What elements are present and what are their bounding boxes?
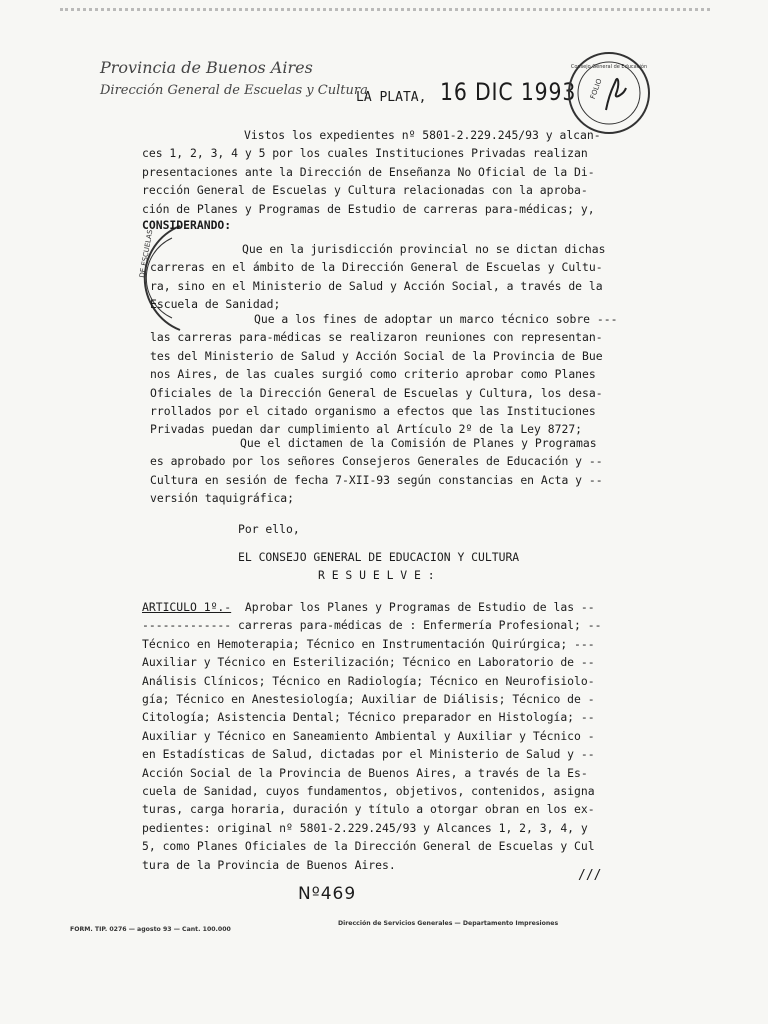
- por-ello-line: Por ello,: [238, 522, 300, 536]
- vistos-line: presentaciones ante la Dirección de Enseñanza No Oficial de la Di-: [142, 164, 595, 179]
- place-label: LA PLATA,: [356, 90, 427, 105]
- considerando-1-paragraph: [150, 240, 616, 314]
- resuelve-heading: R E S U E L V E :: [318, 568, 435, 582]
- council-name: EL CONSEJO GENERAL DE EDUCACION Y CULTURA: [238, 550, 520, 564]
- printer-footer: Dirección de Servicios Generales — Departamento Impresiones: [338, 920, 559, 927]
- date-stamp: 16 DIC 1993: [440, 78, 577, 106]
- considerando-line: Que en la jurisdicción provincial no se dictan dichas: [242, 242, 606, 256]
- seal-right-signature: [606, 79, 626, 110]
- articulo-line: turas, carga horaria, duración y título a otorgar obran en los ex-: [142, 802, 595, 817]
- vistos-line: rección General de Escuelas y Cultura relacionadas con la aproba-: [142, 183, 588, 198]
- seal-right-folio-text: FOLIO: [588, 77, 604, 101]
- considerando-line: rrollados por el citado organismo a efectos que las Instituciones: [150, 404, 596, 419]
- letterhead-direction: Dirección General de Escuelas y Cultura: [100, 83, 368, 98]
- articulo-line: 5, como Planes Oficiales de la Dirección General de Escuelas y Cul: [142, 839, 595, 854]
- articulo-line: Acción Social de la Provincia de Buenos Aires, a través de la Es-: [142, 765, 588, 780]
- form-footer: FORM. TIP. 0276 — agosto 93 — Cant. 100.000: [70, 926, 231, 933]
- considerando-line: las carreras para-médicas se realizaron reuniones con representan-: [150, 330, 603, 345]
- articulo-line: Citología; Asistencia Dental; Técnico preparador en Histología; --: [142, 710, 595, 725]
- vistos-line: ción de Planes y Programas de Estudio de carreras para-médicas; y,: [142, 201, 595, 216]
- letterhead: [100, 58, 368, 98]
- considerando-line: versión taquigráfica;: [150, 491, 295, 506]
- considerando-line: ra, sino en el Ministerio de Salud y Acción Social, a través de la: [150, 278, 603, 293]
- articulo-line: Análisis Clínicos; Técnico en Radiología; Técnico en Neurofisiolo-: [142, 673, 595, 688]
- considerando-line: Cultura en sesión de fecha 7-XII-93 según constancias en Acta y --: [150, 472, 603, 487]
- vistos-line: Vistos los expedientes nº 5801-2.229.245/93 y alcan-: [244, 128, 601, 142]
- considerando-line: nos Aires, de las cuales surgió como criterio aprobar como Planes: [150, 367, 596, 382]
- considerando-2-paragraph: [150, 310, 616, 439]
- articulo-line: en Estadísticas de Salud, dictadas por el Ministerio de Salud y --: [142, 747, 595, 762]
- seal-left-text: DE ESCUELAS: [138, 229, 155, 279]
- page-top-edge: [60, 8, 710, 31]
- considerando-3-paragraph: [150, 434, 616, 508]
- considerando-line: Oficiales de la Dirección General de Escuelas y Cultura, los desa-: [150, 385, 603, 400]
- document-number: Nº469: [298, 884, 357, 904]
- vistos-paragraph: [142, 126, 608, 218]
- articulo-line: pedientes: original nº 5801-2.229.245/93 y Alcances 1, 2, 3, 4, y: [142, 820, 588, 835]
- considerando-line: tes del Ministerio de Salud y Acción Social de la Provincia de Bue: [150, 348, 603, 363]
- considerando-line: carreras en el ámbito de la Dirección General de Escuelas y Cultu-: [150, 260, 603, 275]
- continuation-marks: ///: [578, 868, 602, 883]
- articulo-line: gía; Técnico en Anestesiología; Auxiliar de Diálisis; Técnico de -: [142, 692, 595, 707]
- articulo-line: ------------- carreras para-médicas de : Enfermería Profesional; --: [142, 618, 602, 633]
- articulo-1-label: ARTICULO 1º.-: [142, 600, 232, 614]
- articulo-line: tura de la Provincia de Buenos Aires.: [142, 857, 396, 872]
- articulo-line: Auxiliar y Técnico en Esterilización; Técnico en Laboratorio de --: [142, 655, 595, 670]
- considerando-line: Que el dictamen de la Comisión de Planes y Programas: [240, 436, 597, 450]
- considerando-line: es aprobado por los señores Consejeros Generales de Educación y --: [150, 454, 603, 469]
- considerando-heading: CONSIDERANDO:: [142, 218, 232, 232]
- articulo-1-paragraph: [142, 598, 612, 874]
- considerando-line: Que a los fines de adoptar un marco técnico sobre ---: [254, 312, 618, 326]
- articulo-line: Técnico en Hemoterapia; Técnico en Instrumentación Quirúrgica; ---: [142, 636, 595, 651]
- considerando-line: Escuela de Sanidad;: [150, 297, 281, 312]
- vistos-line: ces 1, 2, 3, 4 y 5 por los cuales Instituciones Privadas realizan: [142, 146, 588, 161]
- letterhead-province: Provincia de Buenos Aires: [100, 58, 313, 77]
- folio-seal-stamp: [566, 50, 652, 136]
- seal-right-top-text: Consejo General de Educación: [570, 64, 648, 70]
- considerando-line: Privadas puedan dar cumplimiento al Artículo 2º de la Ley 8727;: [150, 422, 583, 437]
- articulo-line: Auxiliar y Técnico en Saneamiento Ambiental y Auxiliar y Técnico -: [142, 728, 595, 743]
- articulo-line: Aprobar los Planes y Programas de Estudio de las --: [244, 600, 595, 614]
- articulo-line: cuela de Sanidad, cuyos fundamentos, objetivos, contenidos, asigna: [142, 784, 595, 799]
